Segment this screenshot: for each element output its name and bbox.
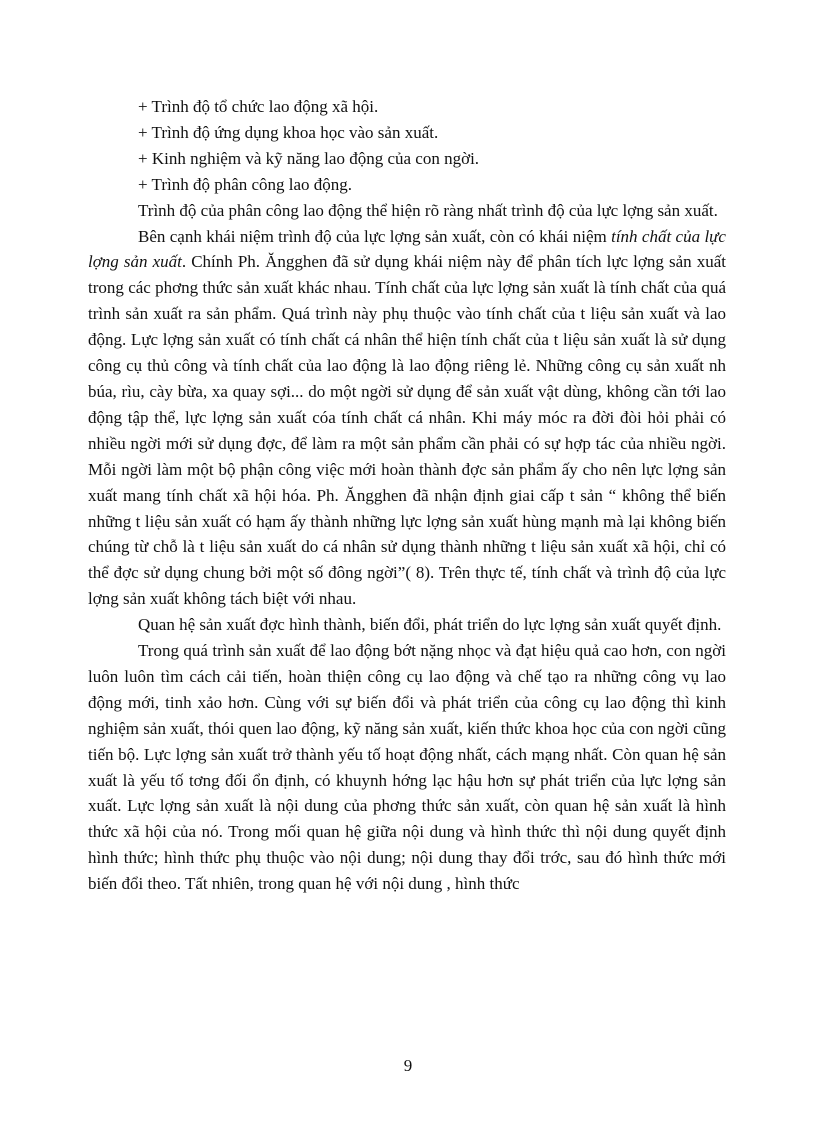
- paragraph: Trong quá trình sản xuất để lao động bớt nặng nhọc và đạt hiệu quả cao hơn, con ngời luôn luôn tìm cách cải tiến, hoàn thiện công cụ lao động và chế tạo ra những công vụ lao động mới, tinh xảo hơn. Cùng với sự biến đổi và phát triển của công cụ lao động thì kinh nghiệm sản xuất, thói quen lao động, kỹ năng sản xuất, kiến thức khoa học của con ngời cũng tiến bộ. Lực lợng sản xuất trở thành yếu tố hoạt động nhất, cách mạng nhất. Còn quan hệ sản xuất là yếu tố tơng đối ổn định, có khuynh hớng lạc hậu hơn sự phát triển của lực lợng sản xuất. Lực lợng sản xuất là nội dung của phơng thức sản xuất, còn quan hệ sản xuất là hình thức xã hội của nó. Trong mối quan hệ giữa nội dung và hình thức thì nội dung quyết định hình thức; hình thức phụ thuộc vào nội dung; nội dung thay đổi trớc, sau đó hình thức mới biến đổi theo. Tất nhiên, trong quan hệ với nội dung , hình thức: [88, 641, 726, 894]
- paragraph: Trình độ của phân công lao động thể hiện rõ ràng nhất trình độ của lực lợng sản xuất.: [138, 200, 718, 220]
- italic-term: tính chất của lực lợng sản xuất: [88, 226, 726, 272]
- paragraph-text: Bên cạnh khái niệm trình độ của lực lợng sản xuất, còn có khái niệm: [138, 226, 612, 246]
- bullet-item: + Trình độ tổ chức lao động xã hội.: [138, 97, 379, 116]
- bullet-item: + Trình độ ứng dụng khoa học vào sản xuất.: [138, 122, 439, 142]
- paragraph: Quan hệ sản xuất đợc hình thành, biến đổi, phát triển do lực lợng sản xuất quyết định.: [138, 615, 722, 635]
- bullet-item: + Trình độ phân công lao động.: [138, 174, 353, 194]
- bullet-item: + Kinh nghiệm và kỹ năng lao động của con ngời.: [138, 148, 480, 168]
- page-number: 9: [403, 1056, 413, 1075]
- paragraph: [88, 224, 726, 613]
- paragraph-text: . Chính Ph. Ăngghen đã sử dụng khái niệm này để phân tích lực lợng sản xuất trong các phơng thức sản xuất khác nhau. Tính chất của lực lợng sản xuất là tính chất của quá trình sản xuất ra sản phẩm. Quá trình này phụ thuộc vào tính chất của t liệu sản xuất và lao động. Lực lợng sản xuất có tính chất cá nhân thể hiện tính chất của t liệu sản xuất là sử dụng công cụ thủ công và tính chất của lao động là lao động riêng lẻ. Những công cụ sản xuất nh búa, rìu, cày bừa, xa quay sợi... do một ngời sử dụng để sản xuất vật dùng, không cần tới lao động tập thể, lực lợng sản xuất cóa tính chất cá nhân. Khi máy móc ra đời đòi hỏi phải có nhiều ngời mới sử dụng đợc, để làm ra một sản phẩm cần phải có sự hợp tác của nhiều ngời. Mỗi ngời làm một bộ phận công việc mới hoàn thành đợc sản phẩm ấy cho nên lực lợng sản xuất mang tính chất xã hội hóa. Ph. Ăngghen đã nhận định giai cấp t sản “ không thể biến những t liệu sản xuất có hạm ấy thành những lực lợng sản xuất hùng mạnh mà lại không biến chúng từ chỗ là t liệu sản xuất do cá nhân sử dụng thành những t liệu sản xuất xã hội, chỉ có thể đợc sử dụng chung bởi một số đông ngời”( 8). Trên thực tế, tính chất và trình độ của lực lợng sản xuất không tách biệt với nhau.: [88, 252, 726, 609]
- document-body: [88, 94, 726, 897]
